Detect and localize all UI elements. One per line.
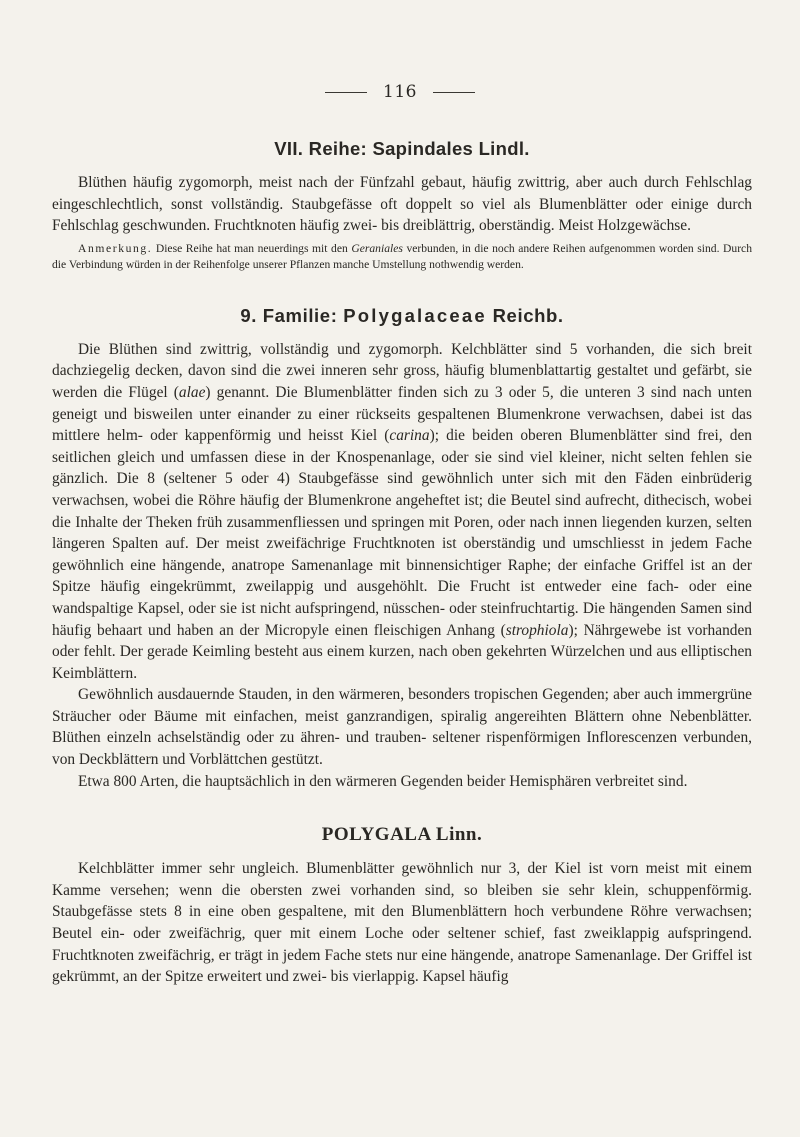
family-text-3: ); die beiden oberen Blumenblätter sind frei, den seitlichen gleich und umfassen diese in der Knospenanlage, oder sie sind viel kleiner, nicht selten fehlen sie gänzlich. Die 8 (seltener 5 oder 4) Staubgefässe sind gewöhnlich unter sich mit den Fäden einbrüderig verwachsen, wobei die Röhre häufig der Blumenkrone angeheftet ist; die Beutel sind aufrecht, dithecisch, wobei die Inhalte der Theken früh zusammenfliessen und springen mit Poren, oder nach innen liegenden kurzen, selten längeren Spalten auf. Der meist zweifächrige Fruchtknoten ist oberständig und umschliesst in jedem Fache gewöhnlich eine hängende, anatrope Samenanlage mit binnensichtiger Raphe; der einfache Griffel ist an der Spitze häufig eingekrümmt, zweilappig und ausgehöhlt. Die Frucht ist entweder eine fach- oder eine wandspaltige Kapsel, oder sie ist nicht aufspringend, nüsschen- oder steinfruchtartig. Die hängenden Samen sind häufig behaart und haben an der Micropyle einen fleischigen Anhang (	[52, 427, 752, 639]
series-intro-paragraph: Blüthen häufig zygomorph, meist nach der Fünfzahl gebaut, häufig zwittrig, aber auch durch Fehlschlag eingeschlechtlich, sonst vollständig. Staubgefässe oft doppelt so viel als Blumenblätter oder einige durch Fehlschlag geschwunden. Fruchtknoten häufig zwei- bis dreiblättrig, oberständig. Meist Holzgewächse.	[52, 174, 752, 235]
term-strophiola: strophiola	[505, 621, 569, 639]
term-carina: carina	[389, 427, 430, 445]
header-rule-left	[325, 92, 367, 93]
family-heading	[52, 305, 752, 327]
family-name: Polygalaceae	[343, 304, 487, 326]
family-text-2: ) genannt. Die Blumenblätter finden sich zu 3 oder 5, die unteren 3 sind nach unten geneigt und bisweilen unter einander zu einer rückseits gespaltenen Blumenkrone verwachsen, dabei ist das mittlere helm- oder kappenförmig und heisst Kiel (	[52, 383, 752, 445]
page-number: 116	[383, 82, 417, 102]
note-italic-term: Geraniales	[351, 241, 403, 255]
note-paragraph	[52, 241, 752, 273]
family-habit-paragraph: Gewöhnlich ausdauernde Stauden, in den wärmeren, besonders tropischen Gegenden; aber auch immergrüne Sträucher oder Bäume mit einfachen, meist ganzrandigen, spiralig angereihten Blättern ohne Nebenblätter. Blüthen einzeln achselständig oder zu ähren- und trauben- seltener rispenförmigen Inflorescenzen verbunden, von Deckblättern und Vorblättchen gestützt.	[52, 686, 752, 769]
note-label: Anmerkung.	[78, 241, 153, 255]
note-text-after: verbunden, in die noch andere Reihen aufgenommen worden sind. Durch die Verbindung würden in der Reihenfolge unserer Pflanzen manche Umstellung nothwendig werden.	[52, 241, 752, 271]
series-heading: VII. Reihe: Sapindales Lindl.	[274, 138, 530, 159]
note-text-before: Diese Reihe hat man neuerdings mit den	[152, 241, 352, 255]
genus-heading: POLYGALA Linn.	[321, 824, 483, 846]
genus-description-paragraph: Kelchblätter immer sehr ungleich. Blumenblätter gewöhnlich nur 3, der Kiel ist vorn meist mit einem Kamme versehen; wenn die obersten zwei vorhanden sind, so bleiben sie sehr klein, schuppenförmig. Staubgefässe stets 8 in eine oben gespaltene, mit den Blumenblättern hoch verbundene Röhre verwachsen; Beutel ein- oder zweifächrig, quer mit einem Loche oder seltener schief, fast zweiklappig aufspringend. Fruchtknoten zweifächrig, er trägt in jedem Fache stets nur eine hängende, anatrope Samenanlage. Der Griffel ist gekrümmt, an der Spitze erweitert und zwei- bis vierlappig. Kapsel häufig	[52, 860, 752, 986]
page-body	[52, 138, 752, 988]
family-species-count-paragraph: Etwa 800 Arten, die hauptsächlich in den wärmeren Gegenden beider Hemisphären verbreitet sind.	[78, 772, 688, 790]
header-rule-right	[433, 92, 475, 93]
family-prefix: 9. Familie:	[240, 304, 344, 326]
family-text-4: ); Nährgewebe ist vorhanden oder fehlt. Der gerade Keimling besteht aus einem kurzen, nach oben gekehrten Würzelchen und aus elliptischen Keimblättern.	[52, 621, 752, 682]
family-text-1: Die Blüthen sind zwittrig, vollständig und zygomorph. Kelchblätter sind 5 vorhanden, die sich breit dachziegelig decken, davon sind die zwei inneren sehr gross, häufig blumenblattartig gestaltet und gefärbt, sie werden die Flügel (	[52, 340, 752, 401]
family-author: Reichb.	[486, 304, 564, 326]
family-description-paragraph	[52, 339, 752, 685]
term-alae: alae	[178, 383, 206, 401]
page-header	[0, 82, 800, 102]
